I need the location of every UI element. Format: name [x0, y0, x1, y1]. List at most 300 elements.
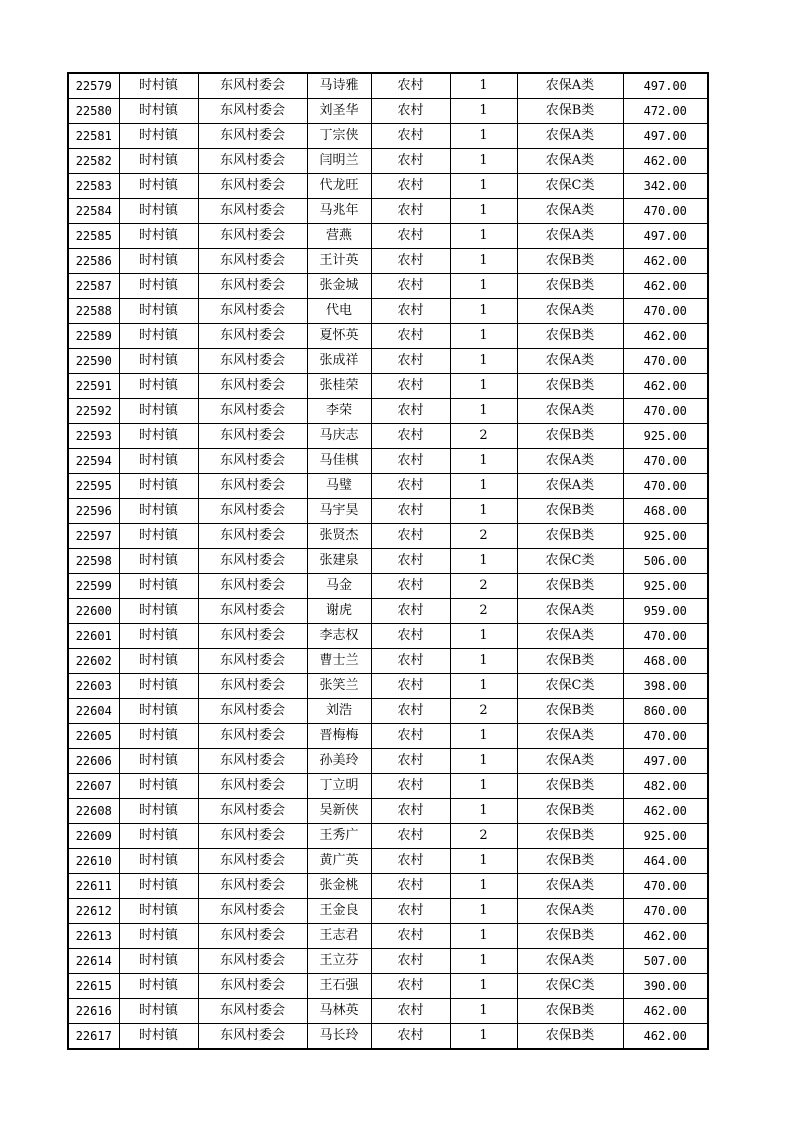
household-count-cell: 1 [450, 224, 517, 249]
insurance-category-cell: 农保B类 [517, 99, 623, 124]
amount-cell: 860.00 [623, 699, 708, 724]
insurance-category-cell: 农保B类 [517, 774, 623, 799]
serial-number-cell: 22583 [68, 174, 119, 199]
amount-cell: 470.00 [623, 199, 708, 224]
household-count-cell: 1 [450, 124, 517, 149]
area-type-cell: 农村 [371, 474, 450, 499]
insurance-category-cell: 农保C类 [517, 549, 623, 574]
town-cell: 时村镇 [119, 549, 198, 574]
amount-cell: 462.00 [623, 999, 708, 1024]
serial-number-cell: 22591 [68, 374, 119, 399]
area-type-cell: 农村 [371, 399, 450, 424]
name-cell: 营燕 [307, 224, 371, 249]
village-committee-cell: 东风村委会 [198, 799, 307, 824]
town-cell: 时村镇 [119, 849, 198, 874]
table-row [68, 974, 708, 999]
table-row [68, 724, 708, 749]
table-row [68, 399, 708, 424]
table-row [68, 274, 708, 299]
village-committee-cell: 东风村委会 [198, 124, 307, 149]
table-row [68, 174, 708, 199]
town-cell: 时村镇 [119, 674, 198, 699]
amount-cell: 462.00 [623, 149, 708, 174]
insurance-category-cell: 农保A类 [517, 149, 623, 174]
serial-number-cell: 22592 [68, 399, 119, 424]
village-committee-cell: 东风村委会 [198, 924, 307, 949]
name-cell: 代电 [307, 299, 371, 324]
serial-number-cell: 22605 [68, 724, 119, 749]
insurance-category-cell: 农保A类 [517, 949, 623, 974]
town-cell: 时村镇 [119, 899, 198, 924]
area-type-cell: 农村 [371, 99, 450, 124]
name-cell: 王计英 [307, 249, 371, 274]
serial-number-cell: 22613 [68, 924, 119, 949]
town-cell: 时村镇 [119, 574, 198, 599]
household-count-cell: 1 [450, 974, 517, 999]
village-committee-cell: 东风村委会 [198, 424, 307, 449]
town-cell: 时村镇 [119, 324, 198, 349]
amount-cell: 925.00 [623, 574, 708, 599]
household-count-cell: 1 [450, 649, 517, 674]
name-cell: 马金 [307, 574, 371, 599]
area-type-cell: 农村 [371, 624, 450, 649]
serial-number-cell: 22579 [68, 73, 119, 99]
table-row [68, 149, 708, 174]
serial-number-cell: 22608 [68, 799, 119, 824]
serial-number-cell: 22595 [68, 474, 119, 499]
serial-number-cell: 22616 [68, 999, 119, 1024]
area-type-cell: 农村 [371, 999, 450, 1024]
town-cell: 时村镇 [119, 799, 198, 824]
household-count-cell: 1 [450, 474, 517, 499]
area-type-cell: 农村 [371, 324, 450, 349]
amount-cell: 925.00 [623, 424, 708, 449]
serial-number-cell: 22612 [68, 899, 119, 924]
insurance-category-cell: 农保B类 [517, 824, 623, 849]
name-cell: 吴新侠 [307, 799, 371, 824]
town-cell: 时村镇 [119, 174, 198, 199]
name-cell: 张金桃 [307, 874, 371, 899]
serial-number-cell: 22603 [68, 674, 119, 699]
serial-number-cell: 22597 [68, 524, 119, 549]
table-row [68, 699, 708, 724]
amount-cell: 470.00 [623, 474, 708, 499]
household-count-cell: 1 [450, 624, 517, 649]
village-committee-cell: 东风村委会 [198, 299, 307, 324]
household-count-cell: 2 [450, 574, 517, 599]
name-cell: 张成祥 [307, 349, 371, 374]
table-row [68, 1024, 708, 1050]
area-type-cell: 农村 [371, 899, 450, 924]
household-count-cell: 1 [450, 274, 517, 299]
town-cell: 时村镇 [119, 99, 198, 124]
insurance-category-cell: 农保A类 [517, 624, 623, 649]
area-type-cell: 农村 [371, 874, 450, 899]
name-cell: 马长玲 [307, 1024, 371, 1050]
insurance-category-cell: 农保B类 [517, 499, 623, 524]
town-cell: 时村镇 [119, 749, 198, 774]
village-committee-cell: 东风村委会 [198, 524, 307, 549]
table-row [68, 349, 708, 374]
insurance-category-cell: 农保B类 [517, 924, 623, 949]
serial-number-cell: 22590 [68, 349, 119, 374]
amount-cell: 497.00 [623, 124, 708, 149]
town-cell: 时村镇 [119, 774, 198, 799]
serial-number-cell: 22581 [68, 124, 119, 149]
village-committee-cell: 东风村委会 [198, 199, 307, 224]
insurance-category-cell: 农保B类 [517, 374, 623, 399]
village-committee-cell: 东风村委会 [198, 274, 307, 299]
village-committee-cell: 东风村委会 [198, 849, 307, 874]
household-count-cell: 1 [450, 899, 517, 924]
table-row [68, 874, 708, 899]
village-committee-cell: 东风村委会 [198, 899, 307, 924]
household-count-cell: 1 [450, 999, 517, 1024]
table-row [68, 924, 708, 949]
town-cell: 时村镇 [119, 724, 198, 749]
area-type-cell: 农村 [371, 699, 450, 724]
amount-cell: 462.00 [623, 799, 708, 824]
village-committee-cell: 东风村委会 [198, 974, 307, 999]
village-committee-cell: 东风村委会 [198, 749, 307, 774]
insurance-category-cell: 农保A类 [517, 73, 623, 99]
serial-number-cell: 22602 [68, 649, 119, 674]
amount-cell: 925.00 [623, 524, 708, 549]
village-committee-cell: 东风村委会 [198, 149, 307, 174]
insurance-category-cell: 农保C类 [517, 674, 623, 699]
area-type-cell: 农村 [371, 1024, 450, 1050]
village-committee-cell: 东风村委会 [198, 324, 307, 349]
serial-number-cell: 22586 [68, 249, 119, 274]
village-committee-cell: 东风村委会 [198, 874, 307, 899]
village-committee-cell: 东风村委会 [198, 699, 307, 724]
household-count-cell: 1 [450, 374, 517, 399]
serial-number-cell: 22585 [68, 224, 119, 249]
area-type-cell: 农村 [371, 824, 450, 849]
town-cell: 时村镇 [119, 374, 198, 399]
table-row [68, 374, 708, 399]
village-committee-cell: 东风村委会 [198, 349, 307, 374]
area-type-cell: 农村 [371, 499, 450, 524]
amount-cell: 462.00 [623, 924, 708, 949]
village-committee-cell: 东风村委会 [198, 549, 307, 574]
name-cell: 王金良 [307, 899, 371, 924]
name-cell: 李志权 [307, 624, 371, 649]
serial-number-cell: 22594 [68, 449, 119, 474]
town-cell: 时村镇 [119, 999, 198, 1024]
town-cell: 时村镇 [119, 874, 198, 899]
area-type-cell: 农村 [371, 574, 450, 599]
village-committee-cell: 东风村委会 [198, 574, 307, 599]
name-cell: 马宇昊 [307, 499, 371, 524]
area-type-cell: 农村 [371, 849, 450, 874]
town-cell: 时村镇 [119, 649, 198, 674]
table-row [68, 224, 708, 249]
table-row [68, 549, 708, 574]
village-committee-cell: 东风村委会 [198, 774, 307, 799]
town-cell: 时村镇 [119, 349, 198, 374]
insurance-category-cell: 农保A类 [517, 474, 623, 499]
area-type-cell: 农村 [371, 274, 450, 299]
serial-number-cell: 22589 [68, 324, 119, 349]
table-row [68, 424, 708, 449]
area-type-cell: 农村 [371, 299, 450, 324]
amount-cell: 470.00 [623, 624, 708, 649]
amount-cell: 462.00 [623, 274, 708, 299]
table-row [68, 99, 708, 124]
table-row [68, 449, 708, 474]
name-cell: 张桂荣 [307, 374, 371, 399]
table-row [68, 474, 708, 499]
insurance-category-cell: 农保B类 [517, 324, 623, 349]
serial-number-cell: 22587 [68, 274, 119, 299]
insurance-category-cell: 农保B类 [517, 999, 623, 1024]
table-row [68, 599, 708, 624]
name-cell: 孙美玲 [307, 749, 371, 774]
insurance-category-cell: 农保B类 [517, 524, 623, 549]
serial-number-cell: 22609 [68, 824, 119, 849]
town-cell: 时村镇 [119, 299, 198, 324]
insurance-category-cell: 农保B类 [517, 424, 623, 449]
town-cell: 时村镇 [119, 274, 198, 299]
amount-cell: 959.00 [623, 599, 708, 624]
insurance-category-cell: 农保A类 [517, 599, 623, 624]
insurance-category-cell: 农保A类 [517, 299, 623, 324]
serial-number-cell: 22580 [68, 99, 119, 124]
household-count-cell: 1 [450, 749, 517, 774]
village-committee-cell: 东风村委会 [198, 374, 307, 399]
household-count-cell: 1 [450, 99, 517, 124]
town-cell: 时村镇 [119, 149, 198, 174]
amount-cell: 462.00 [623, 374, 708, 399]
name-cell: 晋梅梅 [307, 724, 371, 749]
insurance-category-cell: 农保B类 [517, 574, 623, 599]
insurance-category-cell: 农保C类 [517, 174, 623, 199]
table-row [68, 324, 708, 349]
area-type-cell: 农村 [371, 349, 450, 374]
insurance-category-cell: 农保A类 [517, 874, 623, 899]
name-cell: 王石强 [307, 974, 371, 999]
town-cell: 时村镇 [119, 474, 198, 499]
amount-cell: 342.00 [623, 174, 708, 199]
village-committee-cell: 东风村委会 [198, 999, 307, 1024]
household-count-cell: 2 [450, 424, 517, 449]
household-count-cell: 1 [450, 774, 517, 799]
village-committee-cell: 东风村委会 [198, 624, 307, 649]
town-cell: 时村镇 [119, 699, 198, 724]
household-count-cell: 1 [450, 924, 517, 949]
village-committee-cell: 东风村委会 [198, 824, 307, 849]
serial-number-cell: 22588 [68, 299, 119, 324]
area-type-cell: 农村 [371, 249, 450, 274]
amount-cell: 468.00 [623, 649, 708, 674]
table-row [68, 949, 708, 974]
household-count-cell: 1 [450, 849, 517, 874]
insurance-category-cell: 农保A类 [517, 724, 623, 749]
table-row [68, 73, 708, 99]
household-count-cell: 1 [450, 674, 517, 699]
table-row [68, 574, 708, 599]
insurance-category-cell: 农保A类 [517, 349, 623, 374]
insurance-category-cell: 农保B类 [517, 249, 623, 274]
village-committee-cell: 东风村委会 [198, 449, 307, 474]
table-row [68, 824, 708, 849]
serial-number-cell: 22610 [68, 849, 119, 874]
insurance-category-cell: 农保A类 [517, 399, 623, 424]
name-cell: 闫明兰 [307, 149, 371, 174]
area-type-cell: 农村 [371, 799, 450, 824]
amount-cell: 925.00 [623, 824, 708, 849]
household-count-cell: 2 [450, 524, 517, 549]
amount-cell: 390.00 [623, 974, 708, 999]
village-committee-cell: 东风村委会 [198, 949, 307, 974]
name-cell: 刘浩 [307, 699, 371, 724]
area-type-cell: 农村 [371, 374, 450, 399]
serial-number-cell: 22582 [68, 149, 119, 174]
town-cell: 时村镇 [119, 424, 198, 449]
household-count-cell: 1 [450, 874, 517, 899]
amount-cell: 470.00 [623, 299, 708, 324]
area-type-cell: 农村 [371, 424, 450, 449]
area-type-cell: 农村 [371, 149, 450, 174]
name-cell: 王立芬 [307, 949, 371, 974]
insurance-category-cell: 农保C类 [517, 974, 623, 999]
household-count-cell: 1 [450, 249, 517, 274]
area-type-cell: 农村 [371, 449, 450, 474]
village-committee-cell: 东风村委会 [198, 224, 307, 249]
name-cell: 李荣 [307, 399, 371, 424]
household-count-cell: 1 [450, 499, 517, 524]
name-cell: 马佳棋 [307, 449, 371, 474]
amount-cell: 462.00 [623, 249, 708, 274]
insurance-category-cell: 农保B类 [517, 274, 623, 299]
table-row [68, 999, 708, 1024]
town-cell: 时村镇 [119, 974, 198, 999]
table-row [68, 499, 708, 524]
household-count-cell: 1 [450, 449, 517, 474]
amount-cell: 462.00 [623, 324, 708, 349]
serial-number-cell: 22617 [68, 1024, 119, 1050]
town-cell: 时村镇 [119, 399, 198, 424]
records-table [67, 72, 709, 1050]
village-committee-cell: 东风村委会 [198, 399, 307, 424]
name-cell: 马林英 [307, 999, 371, 1024]
amount-cell: 470.00 [623, 399, 708, 424]
name-cell: 王志君 [307, 924, 371, 949]
household-count-cell: 2 [450, 699, 517, 724]
amount-cell: 464.00 [623, 849, 708, 874]
serial-number-cell: 22604 [68, 699, 119, 724]
name-cell: 夏怀英 [307, 324, 371, 349]
insurance-category-cell: 农保A类 [517, 899, 623, 924]
insurance-category-cell: 农保A类 [517, 224, 623, 249]
name-cell: 马诗雅 [307, 73, 371, 99]
town-cell: 时村镇 [119, 599, 198, 624]
household-count-cell: 1 [450, 349, 517, 374]
village-committee-cell: 东风村委会 [198, 249, 307, 274]
village-committee-cell: 东风村委会 [198, 1024, 307, 1050]
name-cell: 张笑兰 [307, 674, 371, 699]
name-cell: 马庆志 [307, 424, 371, 449]
serial-number-cell: 22584 [68, 199, 119, 224]
amount-cell: 470.00 [623, 874, 708, 899]
amount-cell: 472.00 [623, 99, 708, 124]
area-type-cell: 农村 [371, 774, 450, 799]
town-cell: 时村镇 [119, 624, 198, 649]
name-cell: 张建泉 [307, 549, 371, 574]
household-count-cell: 1 [450, 1024, 517, 1050]
area-type-cell: 农村 [371, 649, 450, 674]
amount-cell: 462.00 [623, 1024, 708, 1050]
name-cell: 代龙旺 [307, 174, 371, 199]
table-row [68, 674, 708, 699]
household-count-cell: 1 [450, 549, 517, 574]
village-committee-cell: 东风村委会 [198, 499, 307, 524]
town-cell: 时村镇 [119, 249, 198, 274]
table-row [68, 199, 708, 224]
table-row [68, 849, 708, 874]
area-type-cell: 农村 [371, 124, 450, 149]
name-cell: 谢虎 [307, 599, 371, 624]
town-cell: 时村镇 [119, 499, 198, 524]
serial-number-cell: 22601 [68, 624, 119, 649]
household-count-cell: 1 [450, 299, 517, 324]
village-committee-cell: 东风村委会 [198, 73, 307, 99]
table-row [68, 299, 708, 324]
name-cell: 刘圣华 [307, 99, 371, 124]
town-cell: 时村镇 [119, 949, 198, 974]
insurance-category-cell: 农保B类 [517, 699, 623, 724]
insurance-category-cell: 农保B类 [517, 799, 623, 824]
insurance-category-cell: 农保A类 [517, 124, 623, 149]
town-cell: 时村镇 [119, 449, 198, 474]
area-type-cell: 农村 [371, 199, 450, 224]
serial-number-cell: 22615 [68, 974, 119, 999]
town-cell: 时村镇 [119, 824, 198, 849]
household-count-cell: 1 [450, 724, 517, 749]
area-type-cell: 农村 [371, 924, 450, 949]
village-committee-cell: 东风村委会 [198, 99, 307, 124]
area-type-cell: 农村 [371, 974, 450, 999]
insurance-category-cell: 农保A类 [517, 199, 623, 224]
amount-cell: 506.00 [623, 549, 708, 574]
town-cell: 时村镇 [119, 224, 198, 249]
name-cell: 张金城 [307, 274, 371, 299]
name-cell: 丁宗侠 [307, 124, 371, 149]
town-cell: 时村镇 [119, 924, 198, 949]
household-count-cell: 1 [450, 399, 517, 424]
amount-cell: 470.00 [623, 349, 708, 374]
insurance-category-cell: 农保B类 [517, 649, 623, 674]
serial-number-cell: 22607 [68, 774, 119, 799]
household-count-cell: 1 [450, 73, 517, 99]
household-count-cell: 2 [450, 599, 517, 624]
insurance-category-cell: 农保A类 [517, 749, 623, 774]
serial-number-cell: 22600 [68, 599, 119, 624]
insurance-category-cell: 农保B类 [517, 1024, 623, 1050]
amount-cell: 497.00 [623, 73, 708, 99]
village-committee-cell: 东风村委会 [198, 174, 307, 199]
area-type-cell: 农村 [371, 674, 450, 699]
village-committee-cell: 东风村委会 [198, 724, 307, 749]
area-type-cell: 农村 [371, 73, 450, 99]
household-count-cell: 2 [450, 824, 517, 849]
name-cell: 丁立明 [307, 774, 371, 799]
serial-number-cell: 22596 [68, 499, 119, 524]
village-committee-cell: 东风村委会 [198, 599, 307, 624]
area-type-cell: 农村 [371, 749, 450, 774]
town-cell: 时村镇 [119, 124, 198, 149]
